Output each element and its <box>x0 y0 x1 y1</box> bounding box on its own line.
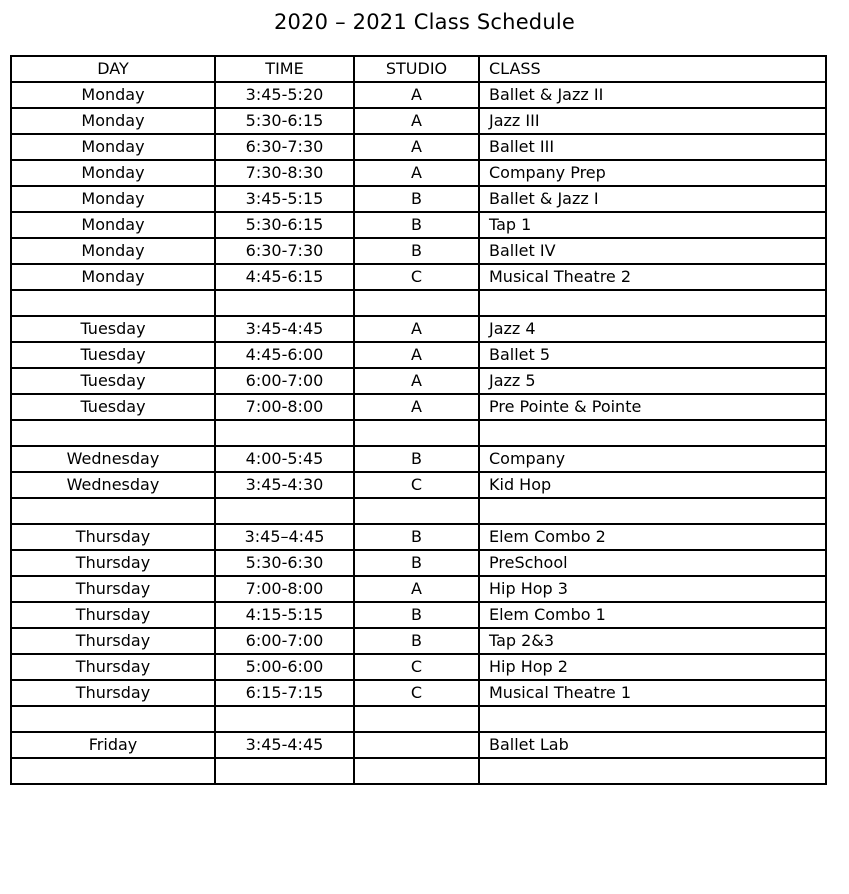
table-row <box>11 290 826 316</box>
cell-studio: A <box>354 82 479 108</box>
table-row <box>11 316 826 342</box>
table-row <box>11 82 826 108</box>
cell-studio <box>354 290 479 316</box>
cell-day: Thursday <box>11 576 215 602</box>
table-header-row <box>11 56 826 82</box>
cell-day: Monday <box>11 238 215 264</box>
table-row <box>11 446 826 472</box>
cell-studio <box>354 732 479 758</box>
table-row <box>11 264 826 290</box>
cell-time: 4:15-5:15 <box>215 602 354 628</box>
cell-day: Thursday <box>11 654 215 680</box>
cell-time: 6:15-7:15 <box>215 680 354 706</box>
table-row <box>11 342 826 368</box>
cell-day: Monday <box>11 212 215 238</box>
table-row <box>11 472 826 498</box>
cell-class: Jazz 5 <box>479 368 826 394</box>
cell-time: 6:00-7:00 <box>215 368 354 394</box>
cell-studio <box>354 498 479 524</box>
cell-day: Monday <box>11 264 215 290</box>
cell-day: Wednesday <box>11 472 215 498</box>
table-row <box>11 108 826 134</box>
cell-studio <box>354 420 479 446</box>
table-row <box>11 238 826 264</box>
cell-day: Friday <box>11 732 215 758</box>
table-row <box>11 498 826 524</box>
cell-studio: C <box>354 680 479 706</box>
cell-class <box>479 758 826 784</box>
cell-day: Thursday <box>11 680 215 706</box>
cell-day <box>11 290 215 316</box>
cell-class: Company <box>479 446 826 472</box>
cell-studio: B <box>354 212 479 238</box>
cell-day: Monday <box>11 82 215 108</box>
table-row <box>11 420 826 446</box>
cell-time: 5:00-6:00 <box>215 654 354 680</box>
cell-studio: B <box>354 602 479 628</box>
table-row <box>11 134 826 160</box>
cell-studio: B <box>354 550 479 576</box>
cell-studio: A <box>354 134 479 160</box>
cell-time: 3:45-5:20 <box>215 82 354 108</box>
cell-day: Monday <box>11 108 215 134</box>
cell-time: 5:30-6:15 <box>215 108 354 134</box>
cell-time: 3:45-5:15 <box>215 186 354 212</box>
cell-class: Musical Theatre 2 <box>479 264 826 290</box>
cell-studio: A <box>354 394 479 420</box>
header-day: DAY <box>11 56 215 82</box>
table-row <box>11 212 826 238</box>
cell-class: Kid Hop <box>479 472 826 498</box>
cell-studio: A <box>354 342 479 368</box>
class-schedule-table <box>10 55 827 785</box>
cell-class <box>479 290 826 316</box>
cell-time <box>215 758 354 784</box>
cell-day: Tuesday <box>11 394 215 420</box>
cell-class: Tap 1 <box>479 212 826 238</box>
table-row <box>11 602 826 628</box>
cell-class: Company Prep <box>479 160 826 186</box>
cell-class: Elem Combo 2 <box>479 524 826 550</box>
table-row <box>11 654 826 680</box>
cell-day: Thursday <box>11 524 215 550</box>
cell-class: PreSchool <box>479 550 826 576</box>
cell-day <box>11 498 215 524</box>
table-row <box>11 680 826 706</box>
cell-class: Pre Pointe & Pointe <box>479 394 826 420</box>
cell-day: Tuesday <box>11 342 215 368</box>
cell-studio: C <box>354 472 479 498</box>
cell-studio <box>354 706 479 732</box>
cell-time: 6:00-7:00 <box>215 628 354 654</box>
schedule-body <box>11 82 826 784</box>
cell-class: Tap 2&3 <box>479 628 826 654</box>
cell-studio: B <box>354 238 479 264</box>
cell-studio: B <box>354 524 479 550</box>
cell-day: Thursday <box>11 550 215 576</box>
cell-day: Monday <box>11 186 215 212</box>
cell-day: Tuesday <box>11 316 215 342</box>
cell-class: Musical Theatre 1 <box>479 680 826 706</box>
header-class: CLASS <box>479 56 826 82</box>
cell-class: Hip Hop 2 <box>479 654 826 680</box>
cell-time: 7:30-8:30 <box>215 160 354 186</box>
cell-studio: B <box>354 186 479 212</box>
cell-studio: A <box>354 316 479 342</box>
table-row <box>11 758 826 784</box>
cell-class <box>479 498 826 524</box>
cell-time: 3:45-4:45 <box>215 316 354 342</box>
table-row <box>11 576 826 602</box>
cell-studio: B <box>354 628 479 654</box>
cell-time: 5:30-6:15 <box>215 212 354 238</box>
cell-time: 4:45-6:15 <box>215 264 354 290</box>
cell-time: 3:45-4:45 <box>215 732 354 758</box>
cell-time: 4:00-5:45 <box>215 446 354 472</box>
cell-time: 6:30-7:30 <box>215 238 354 264</box>
cell-class: Jazz 4 <box>479 316 826 342</box>
cell-day: Thursday <box>11 602 215 628</box>
cell-class: Ballet & Jazz I <box>479 186 826 212</box>
table-row <box>11 732 826 758</box>
cell-time: 4:45-6:00 <box>215 342 354 368</box>
cell-studio: A <box>354 576 479 602</box>
cell-time <box>215 420 354 446</box>
cell-studio <box>354 758 479 784</box>
cell-time: 5:30-6:30 <box>215 550 354 576</box>
cell-day <box>11 758 215 784</box>
cell-studio: A <box>354 108 479 134</box>
cell-time <box>215 498 354 524</box>
cell-class: Ballet & Jazz II <box>479 82 826 108</box>
cell-day <box>11 706 215 732</box>
cell-class <box>479 706 826 732</box>
cell-studio: A <box>354 160 479 186</box>
header-time: TIME <box>215 56 354 82</box>
table-row <box>11 394 826 420</box>
cell-time: 7:00-8:00 <box>215 576 354 602</box>
table-row <box>11 706 826 732</box>
cell-day: Monday <box>11 134 215 160</box>
page-title: 2020 – 2021 Class Schedule <box>273 10 576 34</box>
cell-time: 3:45–4:45 <box>215 524 354 550</box>
cell-class: Elem Combo 1 <box>479 602 826 628</box>
cell-class: Ballet III <box>479 134 826 160</box>
cell-time <box>215 706 354 732</box>
cell-class: Ballet Lab <box>479 732 826 758</box>
cell-class <box>479 420 826 446</box>
cell-studio: C <box>354 264 479 290</box>
cell-day: Wednesday <box>11 446 215 472</box>
table-row <box>11 368 826 394</box>
cell-class: Ballet 5 <box>479 342 826 368</box>
cell-day: Monday <box>11 160 215 186</box>
cell-class: Hip Hop 3 <box>479 576 826 602</box>
cell-time: 6:30-7:30 <box>215 134 354 160</box>
cell-time: 7:00-8:00 <box>215 394 354 420</box>
cell-class: Ballet IV <box>479 238 826 264</box>
cell-time <box>215 290 354 316</box>
cell-class: Jazz III <box>479 108 826 134</box>
cell-day: Thursday <box>11 628 215 654</box>
cell-day: Tuesday <box>11 368 215 394</box>
cell-studio: C <box>354 654 479 680</box>
table-row <box>11 550 826 576</box>
table-row <box>11 186 826 212</box>
header-studio: STUDIO <box>354 56 479 82</box>
table-row <box>11 628 826 654</box>
table-row <box>11 524 826 550</box>
cell-day <box>11 420 215 446</box>
cell-studio: A <box>354 368 479 394</box>
table-row <box>11 160 826 186</box>
cell-studio: B <box>354 446 479 472</box>
cell-time: 3:45-4:30 <box>215 472 354 498</box>
